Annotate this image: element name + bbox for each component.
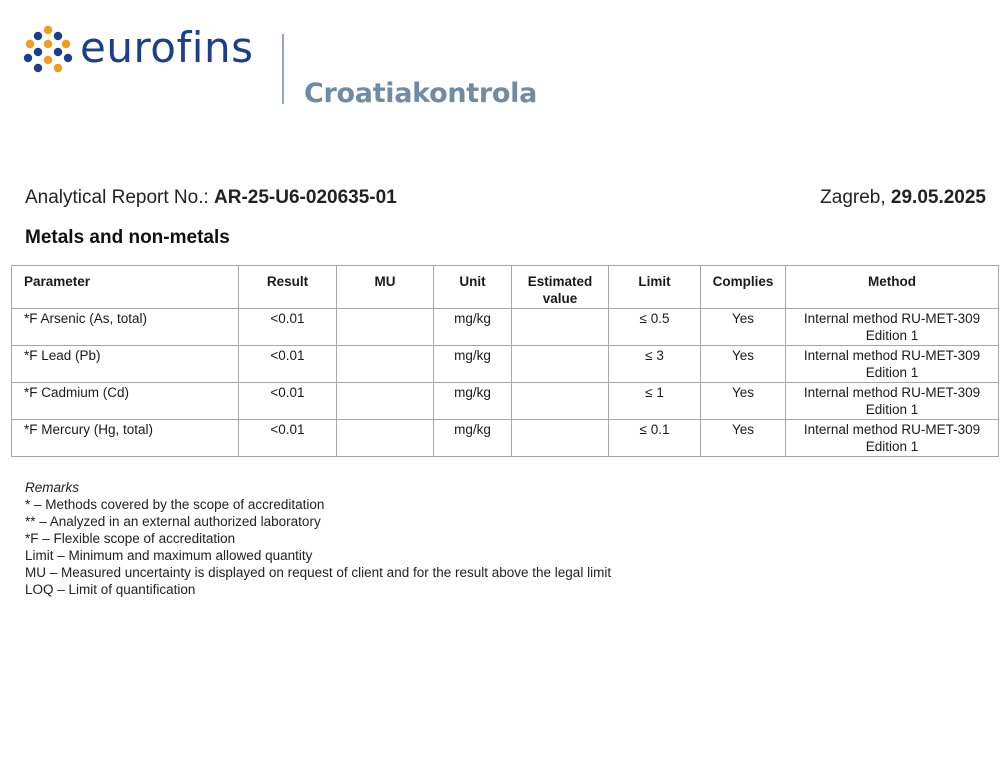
- cell-complies: Yes: [701, 309, 786, 346]
- remark-line: ** – Analyzed in an external authorized laboratory: [25, 514, 321, 529]
- cell-parameter: *F Cadmium (Cd): [12, 383, 239, 420]
- remark-line: MU – Measured uncertainty is displayed on request of client and for the result above the legal limit: [25, 565, 612, 580]
- cell-method: [786, 420, 999, 457]
- header-estimated-line1: Estimated: [527, 274, 593, 289]
- cell-mu: [337, 420, 434, 457]
- header-method: Method: [786, 266, 999, 309]
- cell-complies: Yes: [701, 383, 786, 420]
- cell-parameter: *F Lead (Pb): [12, 346, 239, 383]
- cell-result: <0.01: [239, 346, 337, 383]
- cell-estimated: [512, 383, 609, 420]
- header-estimated-value: [512, 266, 609, 309]
- cell-estimated: [512, 309, 609, 346]
- cell-unit: mg/kg: [434, 309, 512, 346]
- header-mu: MU: [337, 266, 434, 309]
- report-date-line: [820, 186, 986, 210]
- cell-limit: ≤ 0.5: [609, 309, 701, 346]
- cell-complies: Yes: [701, 346, 786, 383]
- cell-method: [786, 383, 999, 420]
- report-city: Zagreb,: [820, 187, 886, 208]
- cell-result: <0.01: [239, 420, 337, 457]
- cell-parameter: *F Mercury (Hg, total): [12, 420, 239, 457]
- results-table: [11, 265, 999, 457]
- method-edition: Edition 1: [865, 438, 919, 454]
- remarks-block: [25, 479, 611, 598]
- report-date: 29.05.2025: [890, 187, 986, 208]
- logo-divider: [282, 34, 284, 104]
- cell-unit: mg/kg: [434, 383, 512, 420]
- cell-method: [786, 346, 999, 383]
- table-row: [12, 309, 999, 346]
- cell-parameter: *F Arsenic (As, total): [12, 309, 239, 346]
- remark-line: *F – Flexible scope of accreditation: [25, 531, 236, 546]
- sub-brand-name: Croatiakontrola: [304, 78, 538, 109]
- header-estimated-line2: value: [542, 290, 578, 306]
- method-name: Internal method RU-MET-309: [803, 348, 981, 363]
- eurofins-logo-icon: [22, 24, 74, 76]
- remarks-title: Remarks: [25, 480, 80, 495]
- cell-result: <0.01: [239, 383, 337, 420]
- table-row: [12, 420, 999, 457]
- remark-line: Limit – Minimum and maximum allowed quantity: [25, 548, 313, 563]
- table-row: [12, 346, 999, 383]
- cell-result: <0.01: [239, 309, 337, 346]
- brand-name: eurofins: [80, 23, 254, 72]
- cell-estimated: [512, 346, 609, 383]
- cell-limit: ≤ 1: [609, 383, 701, 420]
- header-unit: Unit: [434, 266, 512, 309]
- cell-mu: [337, 346, 434, 383]
- table-header-row: [12, 266, 999, 309]
- cell-mu: [337, 309, 434, 346]
- remark-line: * – Methods covered by the scope of accreditation: [25, 497, 325, 512]
- method-name: Internal method RU-MET-309: [803, 311, 981, 326]
- method-edition: Edition 1: [865, 401, 919, 417]
- remark-line: LOQ – Limit of quantification: [25, 582, 196, 597]
- cell-limit: ≤ 0.1: [609, 420, 701, 457]
- header-complies: Complies: [701, 266, 786, 309]
- method-name: Internal method RU-MET-309: [803, 385, 981, 400]
- table-row: [12, 383, 999, 420]
- cell-unit: mg/kg: [434, 346, 512, 383]
- cell-mu: [337, 383, 434, 420]
- cell-limit: ≤ 3: [609, 346, 701, 383]
- method-edition: Edition 1: [865, 327, 919, 343]
- cell-estimated: [512, 420, 609, 457]
- report-label: Analytical Report No.:: [25, 187, 209, 208]
- method-edition: Edition 1: [865, 364, 919, 380]
- report-number-line: [25, 186, 397, 210]
- section-title: Metals and non-metals: [25, 227, 230, 248]
- method-name: Internal method RU-MET-309: [803, 422, 981, 437]
- report-number: AR-25-U6-020635-01: [214, 187, 397, 208]
- header-result: Result: [239, 266, 337, 309]
- cell-complies: Yes: [701, 420, 786, 457]
- header-parameter: Parameter: [12, 266, 239, 309]
- header-limit: Limit: [609, 266, 701, 309]
- cell-method: [786, 309, 999, 346]
- cell-unit: mg/kg: [434, 420, 512, 457]
